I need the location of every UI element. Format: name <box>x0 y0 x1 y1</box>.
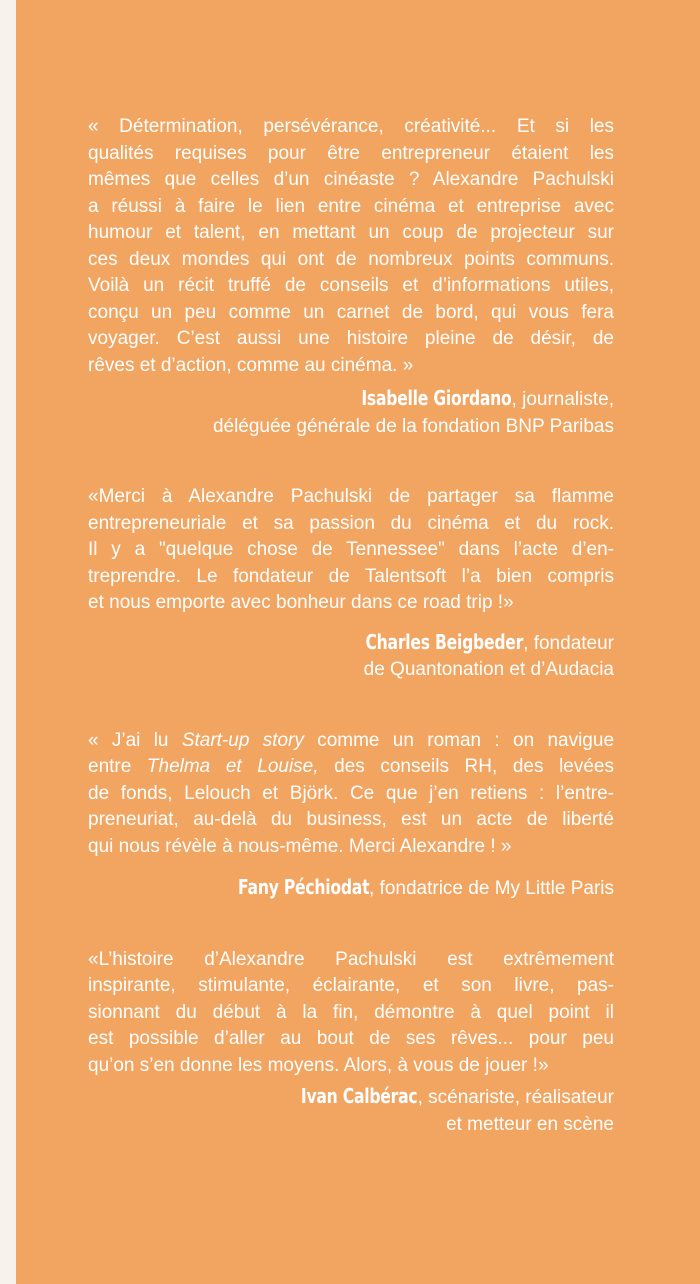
author-role: , journaliste, <box>511 389 614 410</box>
quote-line: sionnant du début à la fin, démontre à quel point il <box>88 1001 614 1023</box>
author-role: , scénariste, réalisateur <box>417 1087 614 1108</box>
testimonial-quote-pechiodat <box>88 728 614 861</box>
quote-line: a réussi à faire le lien entre cinéma et entreprise avec <box>88 195 614 217</box>
author-name: Ivan Calbérac <box>301 1084 418 1108</box>
page-edge <box>0 0 16 1284</box>
quote-line: qualités requises pour être entrepreneur étaient les <box>88 142 614 164</box>
quote-line: est possible d’aller au bout de ses rêves... pour peu <box>88 1028 614 1049</box>
quote-line: rêves et d’action, comme au cinéma. » <box>88 354 414 376</box>
quote-line: ces deux mondes qui ont de nombreux points communs. <box>88 248 614 270</box>
quote-line: «L’histoire d’Alexandre Pachulski est extrêmement <box>88 948 614 970</box>
quote-line: treprendre. Le fondateur de Talentsoft l’a bien compris <box>88 565 614 587</box>
quote-line: inspirante, stimulante, éclairante, et son livre, pas- <box>88 975 614 996</box>
quote-line: qu’on s’en donne les moyens. Alors, à vous de jouer !» <box>88 1054 549 1076</box>
book-title: Start-up story <box>181 729 304 751</box>
testimonial-quote-giordano <box>88 114 614 379</box>
testimonial-attribution-calberac <box>88 1083 614 1138</box>
quote-line: qui nous révèle à nous-même. Merci Alexandre ! » <box>88 835 512 857</box>
testimonial-attribution-beigbeder <box>88 629 614 684</box>
quote-line: et nous emporte avec bonheur dans ce road trip !» <box>88 592 514 613</box>
testimonial-attribution-giordano <box>88 385 614 440</box>
quote-line: mêmes que celles d’un cinéaste ? Alexandre Pachulski <box>88 169 614 190</box>
quote-line: entrepreneuriale et sa passion du cinéma et du rock. <box>88 512 614 534</box>
film-title: Thelma et Louise, <box>146 756 319 777</box>
author-role-line2: et metteur en scène <box>446 1113 614 1135</box>
author-role: , fondatrice de My Little Paris <box>369 878 614 899</box>
quote-line: preneuriat, au-delà du business, est un acte de liberté <box>88 809 614 830</box>
author-name: Charles Beigbeder <box>365 629 524 654</box>
testimonial-attribution-pechiodat <box>88 874 614 903</box>
quote-line: Voilà un récit truffé de conseils et d’informations utiles, <box>88 275 614 296</box>
quote-line: « J’ai lu Start-up story comme un roman : on navigue <box>88 729 615 751</box>
quote-line: voyager. C’est aussi une histoire pleine de désir, de <box>88 328 614 349</box>
quote-line: entre Thelma et Louise, des conseils RH, des levées <box>88 756 614 777</box>
author-role-line2: de Quantonation et d’Audacia <box>363 659 614 680</box>
author-role-line2: déléguée générale de la fondation BNP Paribas <box>212 415 614 437</box>
quote-line: « Détermination, persévérance, créativité... Et si les <box>88 116 614 137</box>
author-name: Fany Péchiodat <box>237 875 369 899</box>
quote-line: «Merci à Alexandre Pachulski de partager sa flamme <box>88 486 614 507</box>
quote-line: humour et talent, en mettant un coup de projecteur sur <box>88 222 614 243</box>
author-role: , fondateur <box>523 632 614 654</box>
testimonial-quote-calberac <box>88 947 614 1080</box>
quote-line: conçu un peu comme un carnet de bord, qui vous fera <box>88 301 614 323</box>
quote-line: de fonds, Lelouch et Björk. Ce que j’en retiens : l’entre- <box>88 782 614 804</box>
back-cover-text <box>88 114 614 1138</box>
author-name: Isabelle Giordano <box>361 386 512 410</box>
testimonial-quote-beigbeder <box>88 484 614 617</box>
quote-line: Il y a "quelque chose de Tennessee" dans l’acte d’en- <box>88 539 614 560</box>
